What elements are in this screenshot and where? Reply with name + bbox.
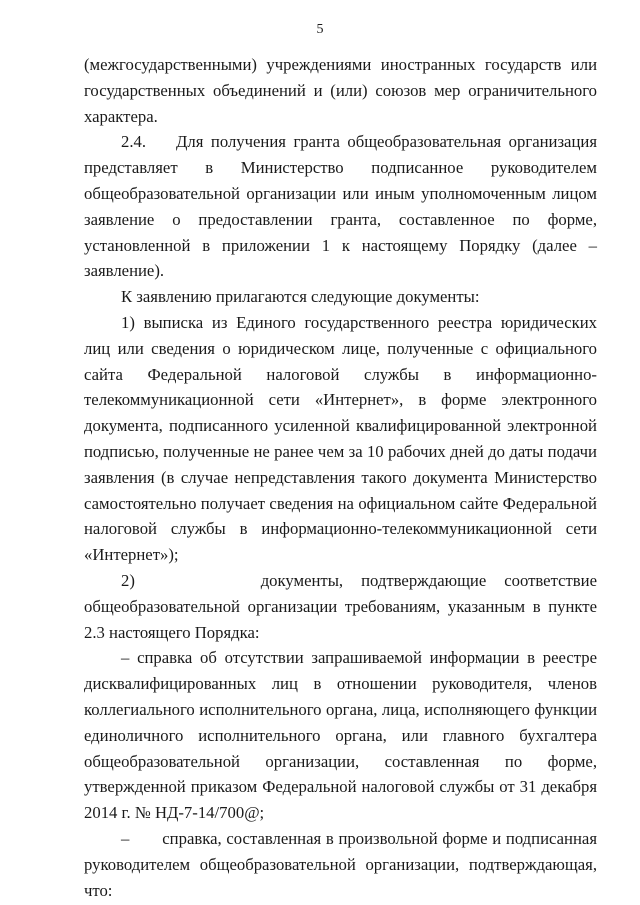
list-item-2-compliance-documents: 2) документы, подтверждающие соответствие общеобразовательной организации требованиям, указанным в пункте 2.3 настоящего Порядка: [84,570,597,642]
bullet-free-form-certificate: – справка, составленная в произвольной форме и подписанная руководителем общеобразовательной организации, подтверждающая, что: [84,828,597,900]
paragraph-sanctions-continuation: (межгосударственными) учреждениями иностранных государств или государственных объединений и (или) союзов мер ограничительного характера. [84,55,597,126]
paragraph-2-4-grant-application: 2.4. Для получения гранта общеобразовательная организация представляет в Министерство подписанное руководителем общеобразовательной организации или иным уполномоченным лицом заявление о предоставлении гранта, составленное по форме, установленной в приложении 1 к настоящему Порядку (далее – заявление). [84,132,597,281]
paragraph-attached-documents: К заявлению прилагаются следующие документы: [121,287,480,307]
page-number: 5 [316,22,324,37]
document-body [84,52,597,903]
list-item-1-egrul-extract: 1) выписка из Единого государственного реестра юридических лиц или сведения о юридическом лице, полученные с официального сайта Федеральной налоговой службы в информационно-телекоммуникационной сети «Интернет», в форме электронного документа, подписанного усиленной квалифицированной электронной подписью, полученные не ранее чем за 10 рабочих дней до даты подачи заявления (в случае непредставления такого документа Министерство самостоятельно получает сведения на официальном сайте Федеральной налоговой службы в информационно-телекоммуникационной сети «Интернет»); [84,312,597,565]
bullet-disqualified-persons-certificate: – справка об отсутствии запрашиваемой информации в реестре дисквалифицированных лиц в отношении руководителя, членов коллегиального исполнительного органа, лица, исполняющего функции единоличного исполнительного органа, или главного бухгалтера общеобразовательной организации, составленная по форме, утвержденной приказом Федеральной налоговой службы от 31 декабря 2014 г. № НД-7-14/700@; [84,648,597,823]
